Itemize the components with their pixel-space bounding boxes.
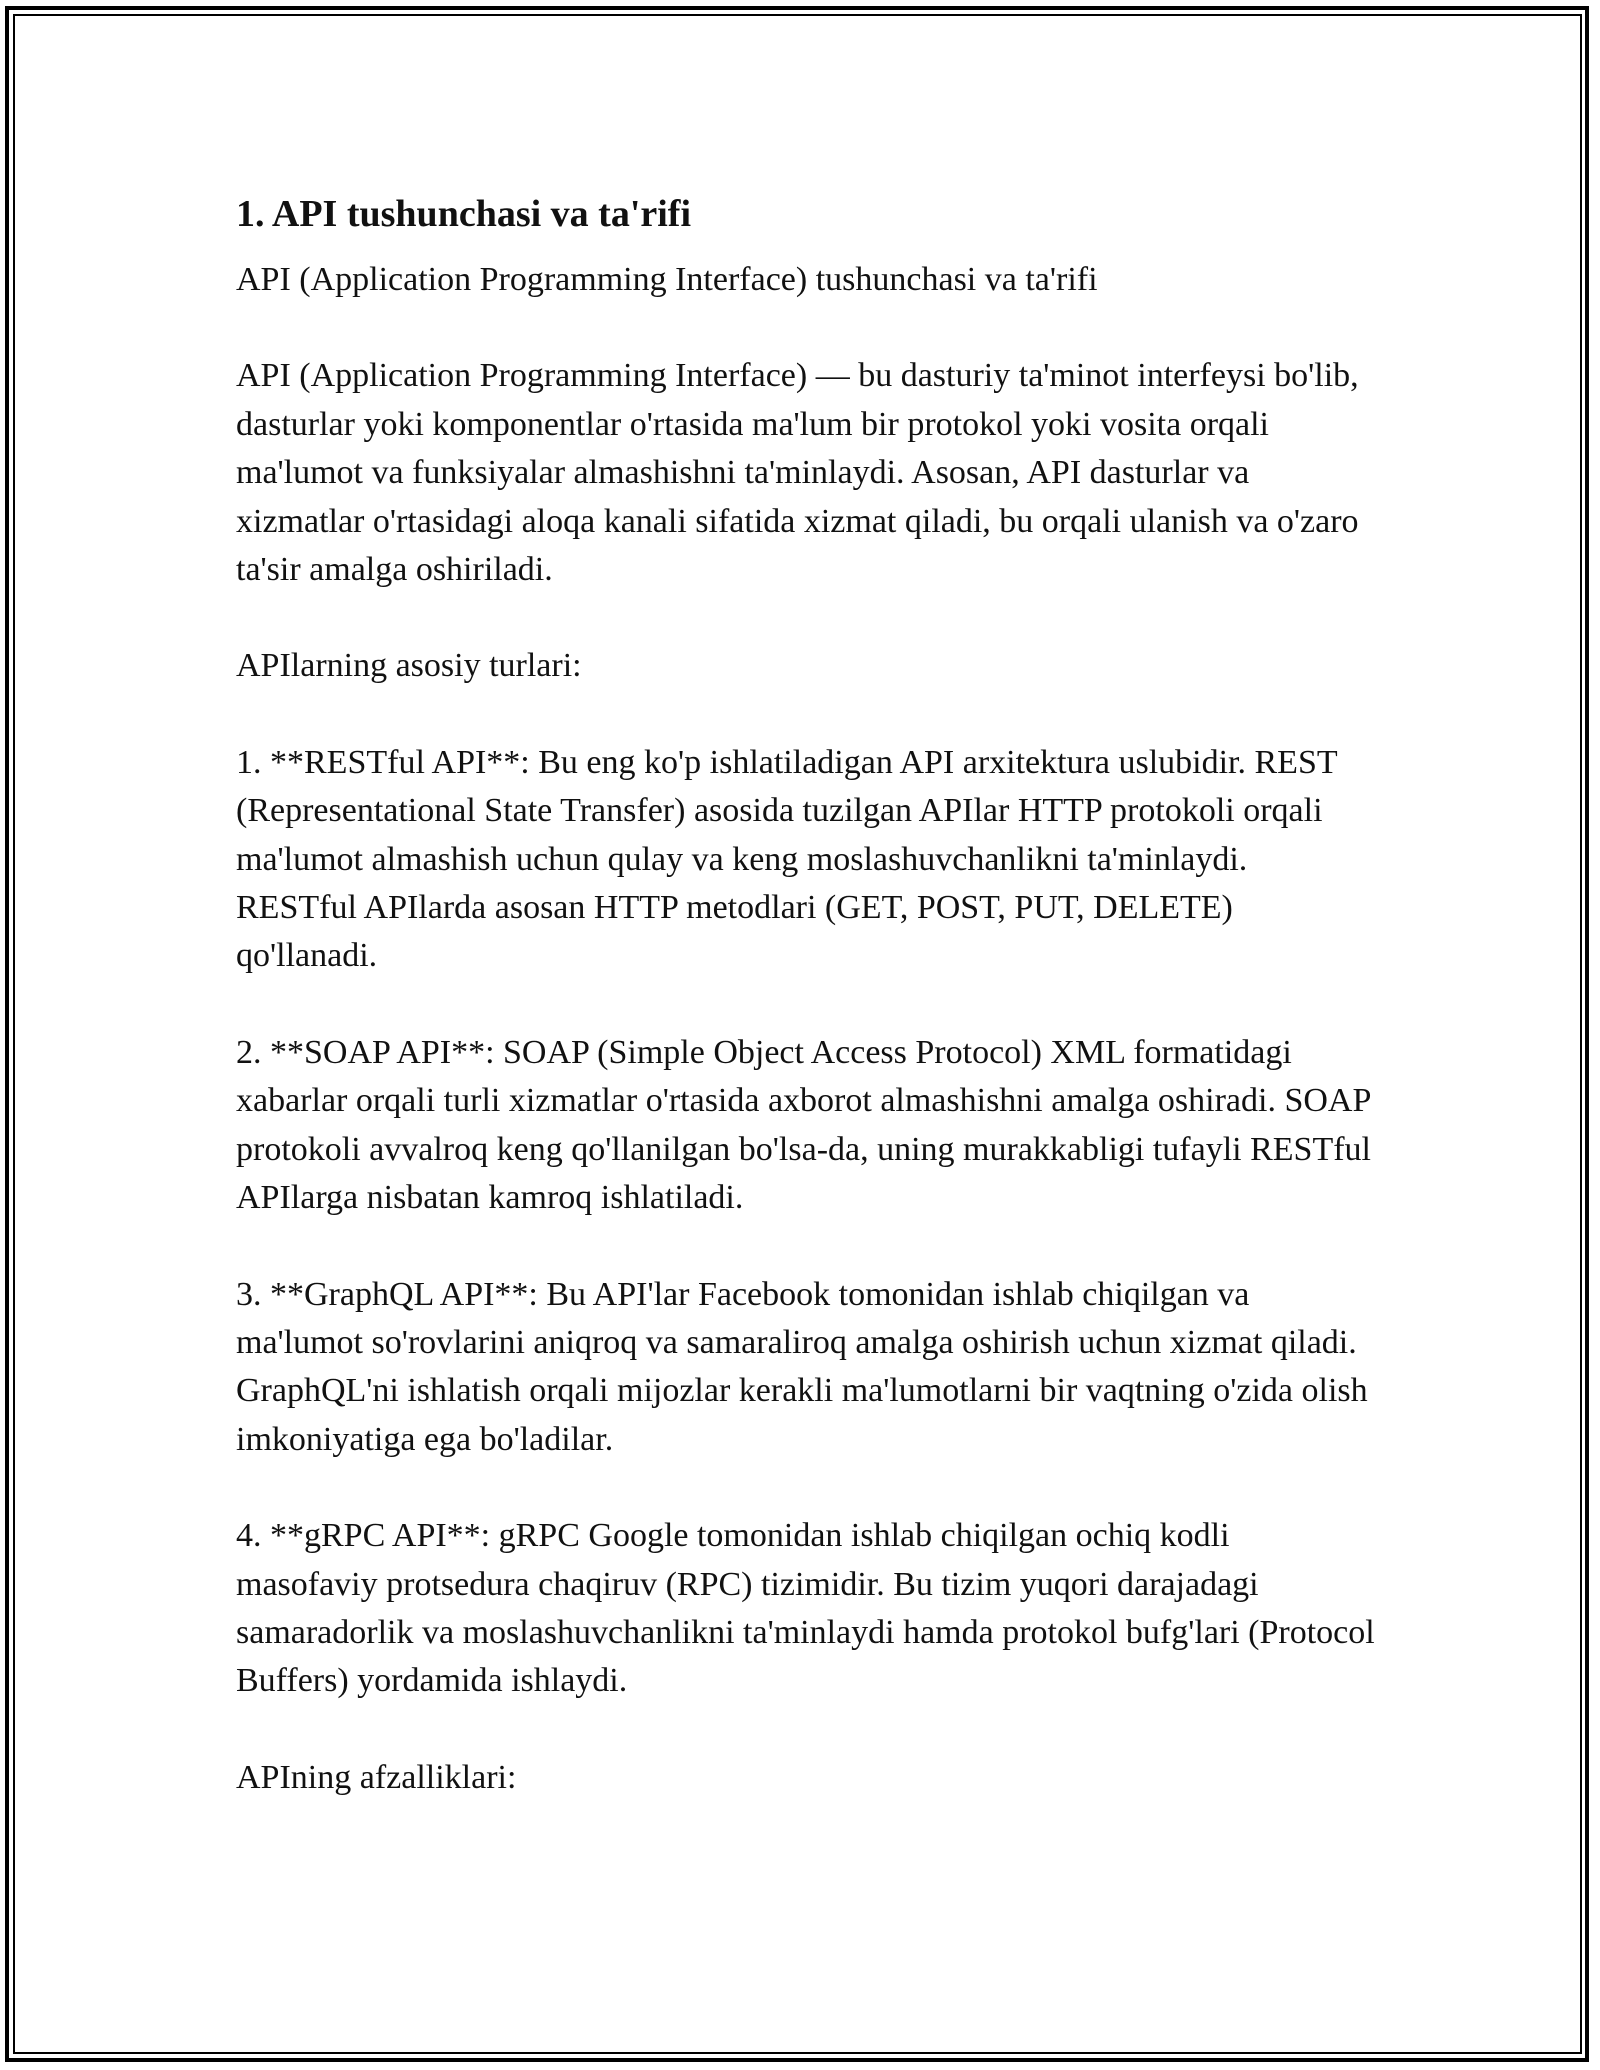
advantages-heading-paragraph: APIning afzalliklari: [236,1758,517,1796]
intro-title-paragraph: API (Application Programming Interface) tushunchasi va ta'rifi [236,261,1098,298]
restful-api-paragraph: 1. **RESTful API**: Bu eng ko'p ishlatiladigan API arxitektura uslubidir. REST (Representational State Transfer) asosida tuzilgan APIlar HTTP protokoli orqali ma'lumot almashish uchun qulay va keng moslashuvchanlikni ta'minlaydi. RESTful APIlarda asosan HTTP metodlari (GET, POST, PUT, DELETE) qo'llanadi. [236,743,1338,975]
definition-paragraph: API (Application Programming Interface) — bu dasturiy ta'minot interfeysi bo'lib, dasturlar yoki komponentlar o'rtasida ma'lum bir protokol yoki vosita orqali ma'lumot va funksiyalar almashishni ta'minlaydi. Asosan, API dasturlar va xizmatlar o'rtasidagi aloqa kanali sifatida xizmat qiladi, bu orqali ulanish va o'zaro ta'sir amalga oshiriladi. [236,357,1359,589]
grpc-api-paragraph: 4. **gRPC API**: gRPC Google tomonidan ishlab chiqilgan ochiq kodli masofaviy protsedura chaqiruv (RPC) tizimidir. Bu tizim yuqori darajadagi samaradorlik va moslashuvchanlikni ta'minlaydi hamda protokol bufg'lari (Protocol Buffers) yordamida ishlaydi. [236,1517,1375,1700]
document-body [236,186,1376,1850]
section-heading: 1. API tushunchasi va ta'rifi [236,193,692,235]
graphql-api-paragraph: 3. **GraphQL API**: Bu API'lar Facebook tomonidan ishlab chiqilgan va ma'lumot so'rovlarini aniqroq va samaraliroq amalga oshirish uchun xizmat qiladi. GraphQL'ni ishlatish orqali mijozlar kerakli ma'lumotlarni bir vaqtning o'zida olish imkoniyatiga ega bo'ladilar. [236,1275,1368,1458]
api-types-heading-paragraph: APIlarning asosiy turlari: [236,647,582,685]
soap-api-paragraph: 2. **SOAP API**: SOAP (Simple Object Access Protocol) XML formatidagi xabarlar orqali turli xizmatlar o'rtasida axborot almashishni amalga oshiradi. SOAP protokoli avvalroq keng qo'llanilgan bo'lsa-da, uning murakkabligi tufayli RESTful APIlarga nisbatan kamroq ishlatiladi. [236,1033,1371,1217]
